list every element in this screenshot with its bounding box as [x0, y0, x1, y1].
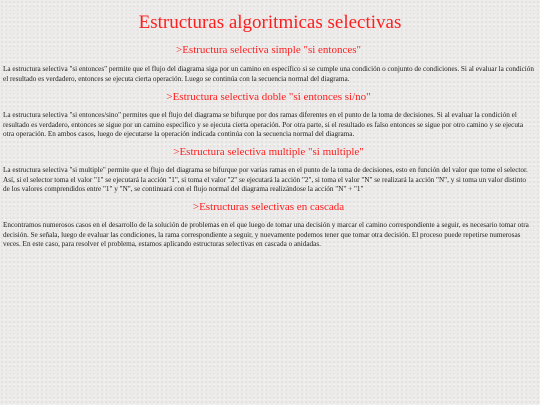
section-double: [3, 91, 534, 140]
section-multiple: [3, 146, 534, 195]
section-heading-double: >Estructura selectiva doble "si entonces si/no": [166, 91, 371, 103]
section-simple: [3, 44, 534, 84]
section-heading-multiple: >Estructura selectiva multiple "si multiple": [173, 146, 364, 158]
section-cascade: [3, 201, 534, 250]
section-heading-cascade: >Estructuras selectivas en cascada: [192, 201, 345, 213]
section-text-double: La estructura selectiva "si entonces/sino" permites que el flujo del diagrama se bifurque por dos ramas diferentes en el punto de la toma de decisiones. Si al evaluar la condición el resultado es verdadero, entonces se sigue por un camino específico y se ejecuta cierta operación. Por otra parte, si el resultado es falso entonces se sigue por otro camino y se ejecuta otra operación. En ambos casos, luego de ejecutarse la operación indicada continúa con la secuencia normal del diagrama.: [3, 111, 524, 138]
section-text-multiple: La estructura selectiva "si multiple" permite que el flujo del diagrama se bifurque por varias ramas en el punto de la toma de decisiones, esto en función del valor que tome el selector. Así, si el selector toma el valor "1" se ejecutará la acción "1", si toma el valor "2" se ejecutará la acción "2", si toma el valor "N" se realizará la acción "N", y si toma un valor distinto de los valores comprendidos entre "1" y "N", se continuará con el flujo normal del diagrama realizándose la acción "N" + "1": [3, 166, 528, 193]
section-text-cascade: Encontramos numerosos casos en el desarrollo de la solución de problemas en el que luego de tomar una decisión y marcar el camino correspondiente a seguir, es necesario tomar otra decisión. Se señala, luego de evaluar las condiciones, la rama correspondiente a seguir, y nuevamente podemos tener que tomar otra decisión. El proceso puede repetirse numerosas veces. En este caso, para resolver el problema, estamos aplicando estructuras selectivas en cascada o anidadas.: [3, 221, 529, 248]
page-title: Estructuras algoritmicas selectivas: [138, 12, 402, 33]
section-text-simple: La estructura selectiva "si entonces" permite que el flujo del diagrama siga por un camino en específico si se cumple una condición o conjunto de condiciones. Si al evaluar la condición el resultado es verdadero, entonces se ejecuta cierta operación. Luego se continúa con la secuencia normal del diagrama.: [3, 65, 534, 83]
section-heading-simple: >Estructura selectiva simple "si entonces": [175, 44, 362, 56]
